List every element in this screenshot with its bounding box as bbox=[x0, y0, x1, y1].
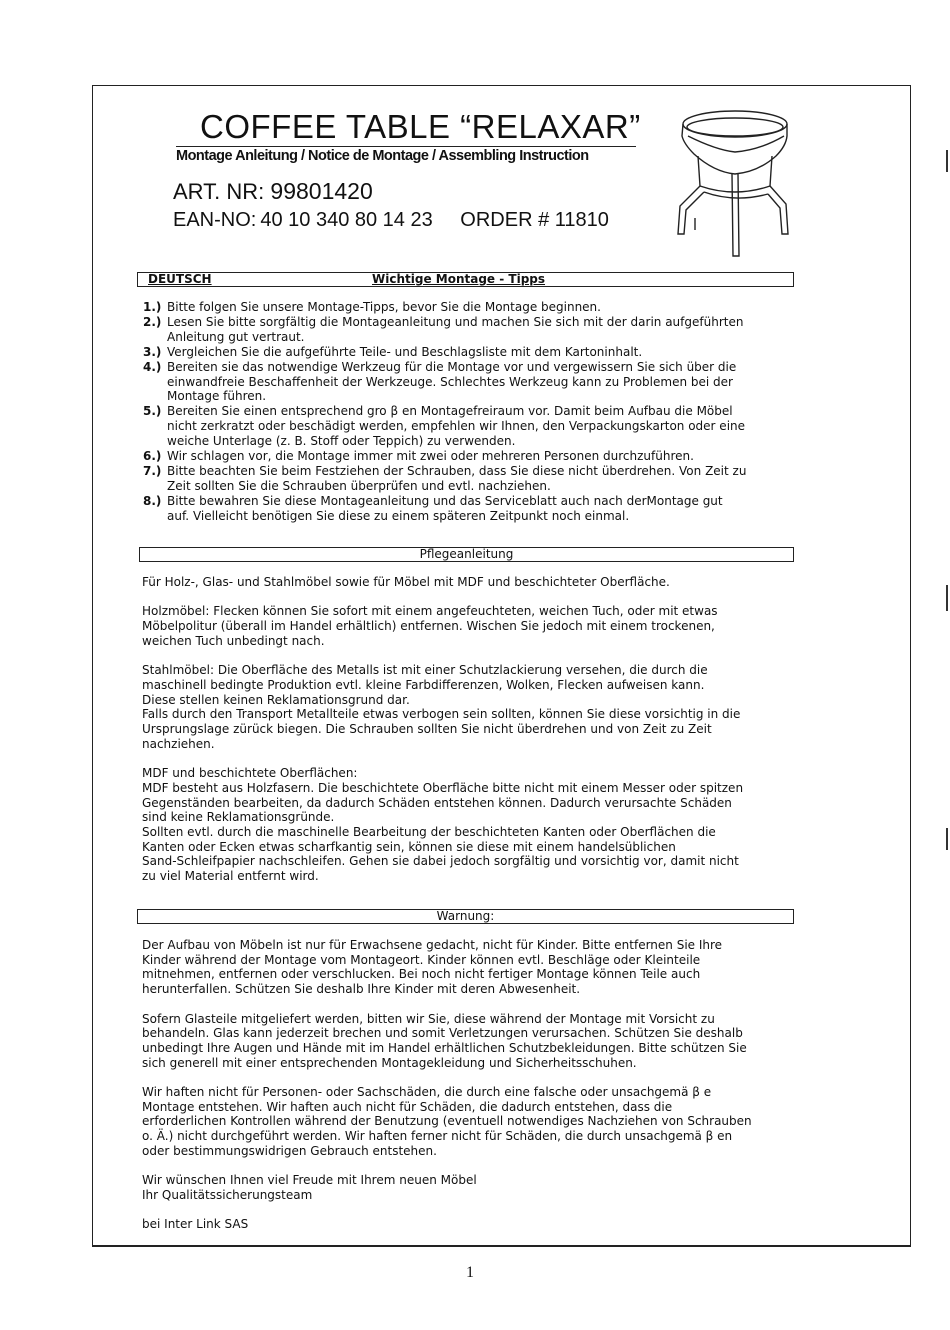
document-subtitle: Montage Anleitung / Notice de Montage / Assembling Instruction bbox=[176, 148, 589, 164]
text-line: erforderlichen Kontrollen während der Benutzung (eventuell notwendiges Nachziehen von Schrauben bbox=[142, 1114, 752, 1129]
text-line: MDF und beschichtete Oberflächen: bbox=[142, 766, 358, 781]
tip-line: Anleitung gut vertraut. bbox=[167, 329, 305, 344]
tip-item bbox=[143, 494, 813, 524]
tip-line: Bitte bewahren Sie diese Montageanleitung und das Serviceblatt auch nach derMontage gut bbox=[167, 493, 723, 508]
text-line: Der Aufbau von Möbeln ist nur für Erwachsene gedacht, nicht für Kinder. Bitte entfernen Sie Ihre bbox=[142, 938, 723, 952]
text-line: Wir haften nicht für Personen- oder Sachschäden, die durch eine falsche oder unsachgemä β e bbox=[142, 1085, 712, 1099]
text-line: Für Holz-, Glas- und Stahlmöbel sowie für Möbel mit MDF und beschichteter Oberfläche. bbox=[142, 575, 670, 589]
tip-item bbox=[143, 345, 813, 360]
ean-label: EAN-NO: bbox=[173, 209, 257, 231]
text-line: Ursprungslage zürück biegen. Die Schrauben sollten Sie nicht überdrehen und von Zeit zu Zeit bbox=[142, 722, 712, 736]
tip-item bbox=[143, 464, 813, 494]
tip-line: Zeit sollten Sie die Schrauben überprüfen und evtl. nachziehen. bbox=[167, 478, 551, 493]
text-line: unbedingt Ihre Augen und Hände mit im Handel erhältlichen Schutzbekleidungen. Bitte schützen Sie bbox=[142, 1040, 747, 1055]
tip-number: 1.) bbox=[143, 300, 162, 314]
scan-mark bbox=[946, 585, 948, 611]
text-line: Holzmöbel: Flecken können Sie sofort mit einem angefeuchteten, weichen Tuch, oder mit etwas bbox=[142, 604, 718, 619]
tip-item bbox=[143, 300, 813, 315]
art-value: 99801420 bbox=[270, 178, 373, 204]
text-line: Gegenständen bearbeiten, da dadurch Schäden entstehen können. Dadurch verursachte Schäden bbox=[142, 795, 732, 810]
tip-line: nicht zerkratzt oder beschädigt werden, empfehlen wir Ihnen, den Verpackungskarton oder eine bbox=[167, 419, 746, 434]
text-line: bei Inter Link SAS bbox=[142, 1217, 249, 1232]
tip-line: auf. Vielleicht benötigen Sie diese zu einem späteren Zeitpunkt noch einmal. bbox=[167, 508, 630, 523]
text-line: behandeln. Glas kann jederzeit brechen und somit Verletzungen verursachen. Schützen Sie deshalb bbox=[142, 1026, 743, 1041]
tip-number: 5.) bbox=[143, 404, 162, 419]
title-underline bbox=[176, 146, 636, 147]
text-line: zu viel Material entfernt wird. bbox=[142, 869, 319, 884]
text-line: Kinder während der Montage vom Montageort. Kinder können evtl. Beschläge oder Kleinteile bbox=[142, 952, 701, 967]
tip-line: weiche Unterlage (z. B. Stoff oder Teppich) zu verwenden. bbox=[167, 434, 516, 449]
text-line: herunterfallen. Schützen Sie deshalb Ihre Kinder mit deren Abwesenheit. bbox=[142, 982, 581, 997]
text-line: MDF besteht aus Holzfasern. Die beschichtete Oberfläche bitte nicht mit einem Messer oder spitzen bbox=[142, 780, 744, 795]
tip-line: Montage führen. bbox=[167, 389, 267, 404]
tip-line: Bereiten Sie einen entsprechend gro β en Montagefreiraum vor. Damit beim Aufbau die Möbel bbox=[167, 404, 733, 419]
tip-line: Lesen Sie bitte sorgfältig die Montageanleitung und machen Sie sich mit der darin aufgeführten bbox=[167, 314, 744, 329]
text-line: Sand-Schleifpapier nachschleifen. Gehen sie dabei jedoch sorgfältig und vorsichtig vor, damit nicht bbox=[142, 854, 739, 869]
text-line: nachziehen. bbox=[142, 736, 215, 751]
art-label: ART. NR: bbox=[173, 179, 265, 204]
tips-header-bar bbox=[137, 272, 794, 287]
coffee-table-illustration-icon bbox=[676, 106, 794, 264]
article-number bbox=[173, 178, 373, 205]
ean-value: 40 10 340 80 14 23 bbox=[260, 209, 433, 231]
order-label: ORDER # bbox=[460, 209, 550, 231]
tip-line: Vergleichen Sie die aufgeführte Teile- und Beschlagsliste mit dem Kartoninhalt. bbox=[167, 344, 643, 359]
language-label: DEUTSCH bbox=[148, 272, 212, 286]
text-line: oder bestimmungswidrigen Gebrauch entstehen. bbox=[142, 1143, 437, 1158]
scan-mark bbox=[946, 828, 948, 850]
text-line: mitnehmen, entfernen oder verschlucken. Bei noch nicht fertiger Montage können Teile auch bbox=[142, 967, 701, 982]
text-line: Ihr Qualitätssicherungsteam bbox=[142, 1187, 313, 1202]
text-line: o. Ä.) nicht durchgeführt werden. Wir haften ferner nicht für Schäden, die durch unsachgemä β en bbox=[142, 1129, 733, 1144]
care-header-bar bbox=[139, 547, 794, 562]
tip-item bbox=[143, 315, 813, 345]
tips-heading: Wichtige Montage - Tipps bbox=[372, 272, 546, 286]
text-line: Falls durch den Transport Metallteile etwas verbogen sein sollten, können Sie diese vorsichtig in die bbox=[142, 707, 741, 722]
tip-line: Wir schlagen vor, die Montage immer mit zwei oder mehreren Personen durchzuführen. bbox=[167, 449, 694, 464]
scan-mark bbox=[946, 150, 948, 172]
tip-line: Bitte folgen Sie unsere Montage-Tipps, bevor Sie die Montage beginnen. bbox=[167, 300, 601, 314]
tip-item bbox=[143, 449, 813, 464]
text-line: Montage entstehen. Wir haften auch nicht für Schäden, die dadurch entstehen, dass die bbox=[142, 1099, 673, 1114]
tip-line: einwandfreie Beschaffenheit der Werkzeuge. Schlechtes Werkzeug kann zu Problemen bei der bbox=[167, 374, 733, 389]
ean-line bbox=[173, 209, 609, 232]
warning-heading: Warnung: bbox=[436, 909, 495, 923]
care-text bbox=[142, 575, 814, 884]
text-line: Sollten evtl. durch die maschinelle Bearbeitung der beschichteten Kanten oder Oberflächen die bbox=[142, 824, 716, 839]
tip-item bbox=[143, 360, 813, 405]
text-line: sich generell mit einer entsprechenden Montagekleidung und Sicherheitsschuhen. bbox=[142, 1055, 637, 1070]
text-line: Stahlmöbel: Die Oberfläche des Metalls ist mit einer Schutzlackierung versehen, die durch die bbox=[142, 663, 708, 678]
text-line: Kanten oder Ecken etwas scharfkantig sein, können sie diese mit einem handelsüblichen bbox=[142, 839, 676, 854]
tip-line: Bitte beachten Sie beim Festziehen der Schrauben, dass Sie diese nicht überdrehen. Von Zeit zu bbox=[167, 463, 747, 478]
tip-number: 8.) bbox=[143, 493, 162, 508]
document-title: COFFEE TABLE “RELAXAR” bbox=[200, 108, 641, 145]
page-number: 1 bbox=[466, 1264, 474, 1281]
tip-number: 3.) bbox=[143, 344, 162, 359]
tip-number: 7.) bbox=[143, 463, 162, 478]
warning-text bbox=[142, 938, 814, 1232]
text-line: Diese stellen keinen Reklamationsgrund dar. bbox=[142, 692, 410, 707]
care-heading: Pflegeanleitung bbox=[419, 547, 514, 561]
text-line: Wir wünschen Ihnen viel Freude mit Ihrem neuen Möbel bbox=[142, 1173, 477, 1188]
order-value: 11810 bbox=[554, 209, 609, 231]
tip-number: 2.) bbox=[143, 314, 162, 329]
text-line: Möbelpolitur (überall im Handel erhältlich) entfernen. Wischen Sie jedoch mit einem trockenen, bbox=[142, 619, 715, 634]
warning-header-bar bbox=[137, 909, 794, 924]
text-line: sind keine Reklamationsgründe. bbox=[142, 810, 335, 825]
tip-number: 6.) bbox=[143, 449, 162, 464]
tip-line: Bereiten sie das notwendige Werkzeug für die Montage vor und vergewissern Sie sich über die bbox=[167, 359, 737, 374]
text-line: maschinell bedingte Produktion evtl. kleine Farbdifferenzen, Wolken, Flecken aufweisen kann. bbox=[142, 677, 705, 692]
text-line: weichen Tuch unbedingt nach. bbox=[142, 633, 325, 648]
tip-number: 4.) bbox=[143, 359, 162, 374]
tips-list bbox=[143, 300, 813, 524]
tip-item bbox=[143, 404, 813, 449]
text-line: Sofern Glasteile mitgeliefert werden, bitten wir Sie, diese während der Montage mit Vorsicht zu bbox=[142, 1011, 715, 1026]
